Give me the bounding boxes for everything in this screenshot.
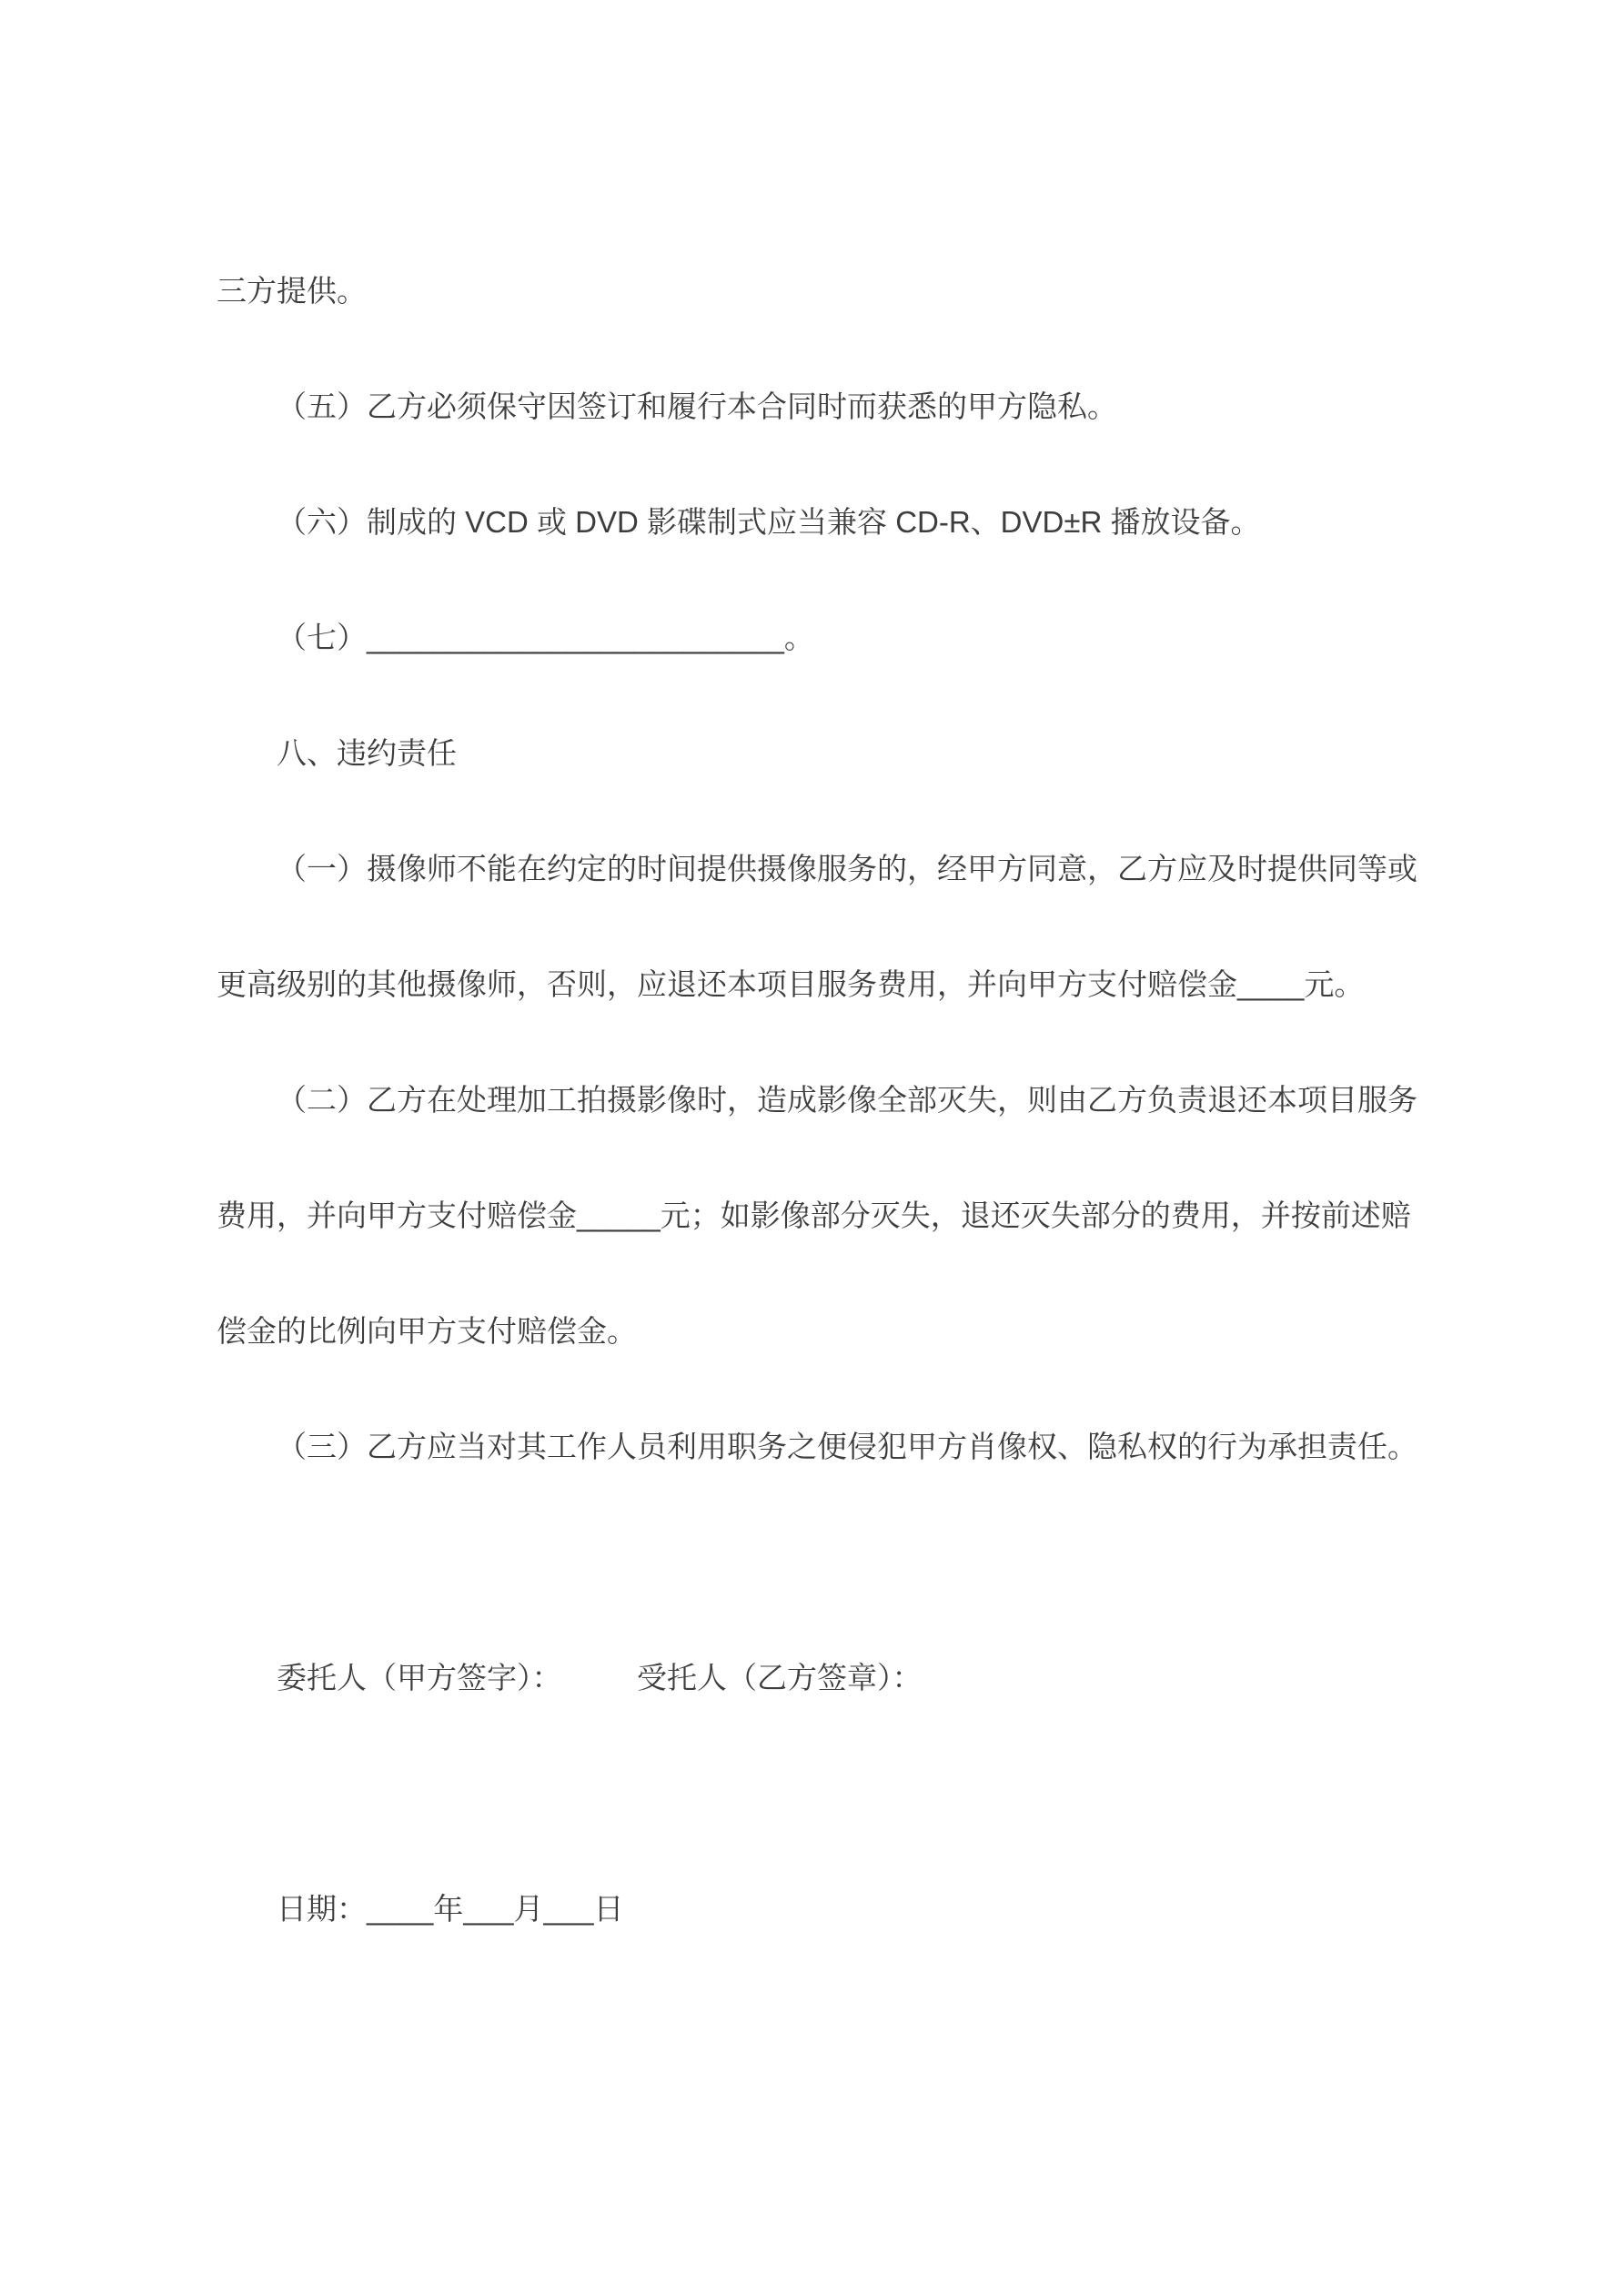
spacer (217, 1751, 1407, 1836)
clause-8-2-line2: 费用，并向甲方支付赔偿金_____元；如影像部分灭失，退还灭失部分的费用，并按前述赔 (217, 1199, 1411, 1232)
continuation-line: 三方提供。 (217, 274, 367, 308)
clause-8-3: （三）乙方应当对其工作人员利用职务之便侵犯甲方肖像权、隐私权的行为承担责任。 (277, 1430, 1417, 1463)
signature-labels: 委托人（甲方签字）： 受托人（乙方签章）： (277, 1661, 923, 1694)
section-8-heading: 八、违约责任 (277, 736, 457, 770)
spacer (217, 1520, 1407, 1605)
date-line: 日期：____年___月___日 (277, 1892, 624, 1926)
clause-8-1-line1: （一）摄像师不能在约定的时间提供摄像服务的，经甲方同意，乙方应及时提供同等或 (277, 852, 1417, 885)
clause-5: （五）乙方必须保守因签订和履行本合同时而获悉的甲方隐私。 (277, 389, 1117, 423)
clause-7-blank: （七）_________________________。 (277, 621, 814, 654)
clause-6: （六）制成的 VCD 或 DVD 影碟制式应当兼容 CD-R、DVD±R 播放设备。 (277, 505, 1261, 539)
clause-8-2-line3: 偿金的比例向甲方支付赔偿金。 (217, 1314, 637, 1348)
clause-8-2-line1: （二）乙方在处理加工拍摄影像时，造成影像全部灭失，则由乙方负责退还本项目服务 (277, 1083, 1417, 1117)
clause-8-1-line2: 更高级别的其他摄像师，否则，应退还本项目服务费用，并向甲方支付赔偿金____元。 (217, 967, 1365, 1001)
